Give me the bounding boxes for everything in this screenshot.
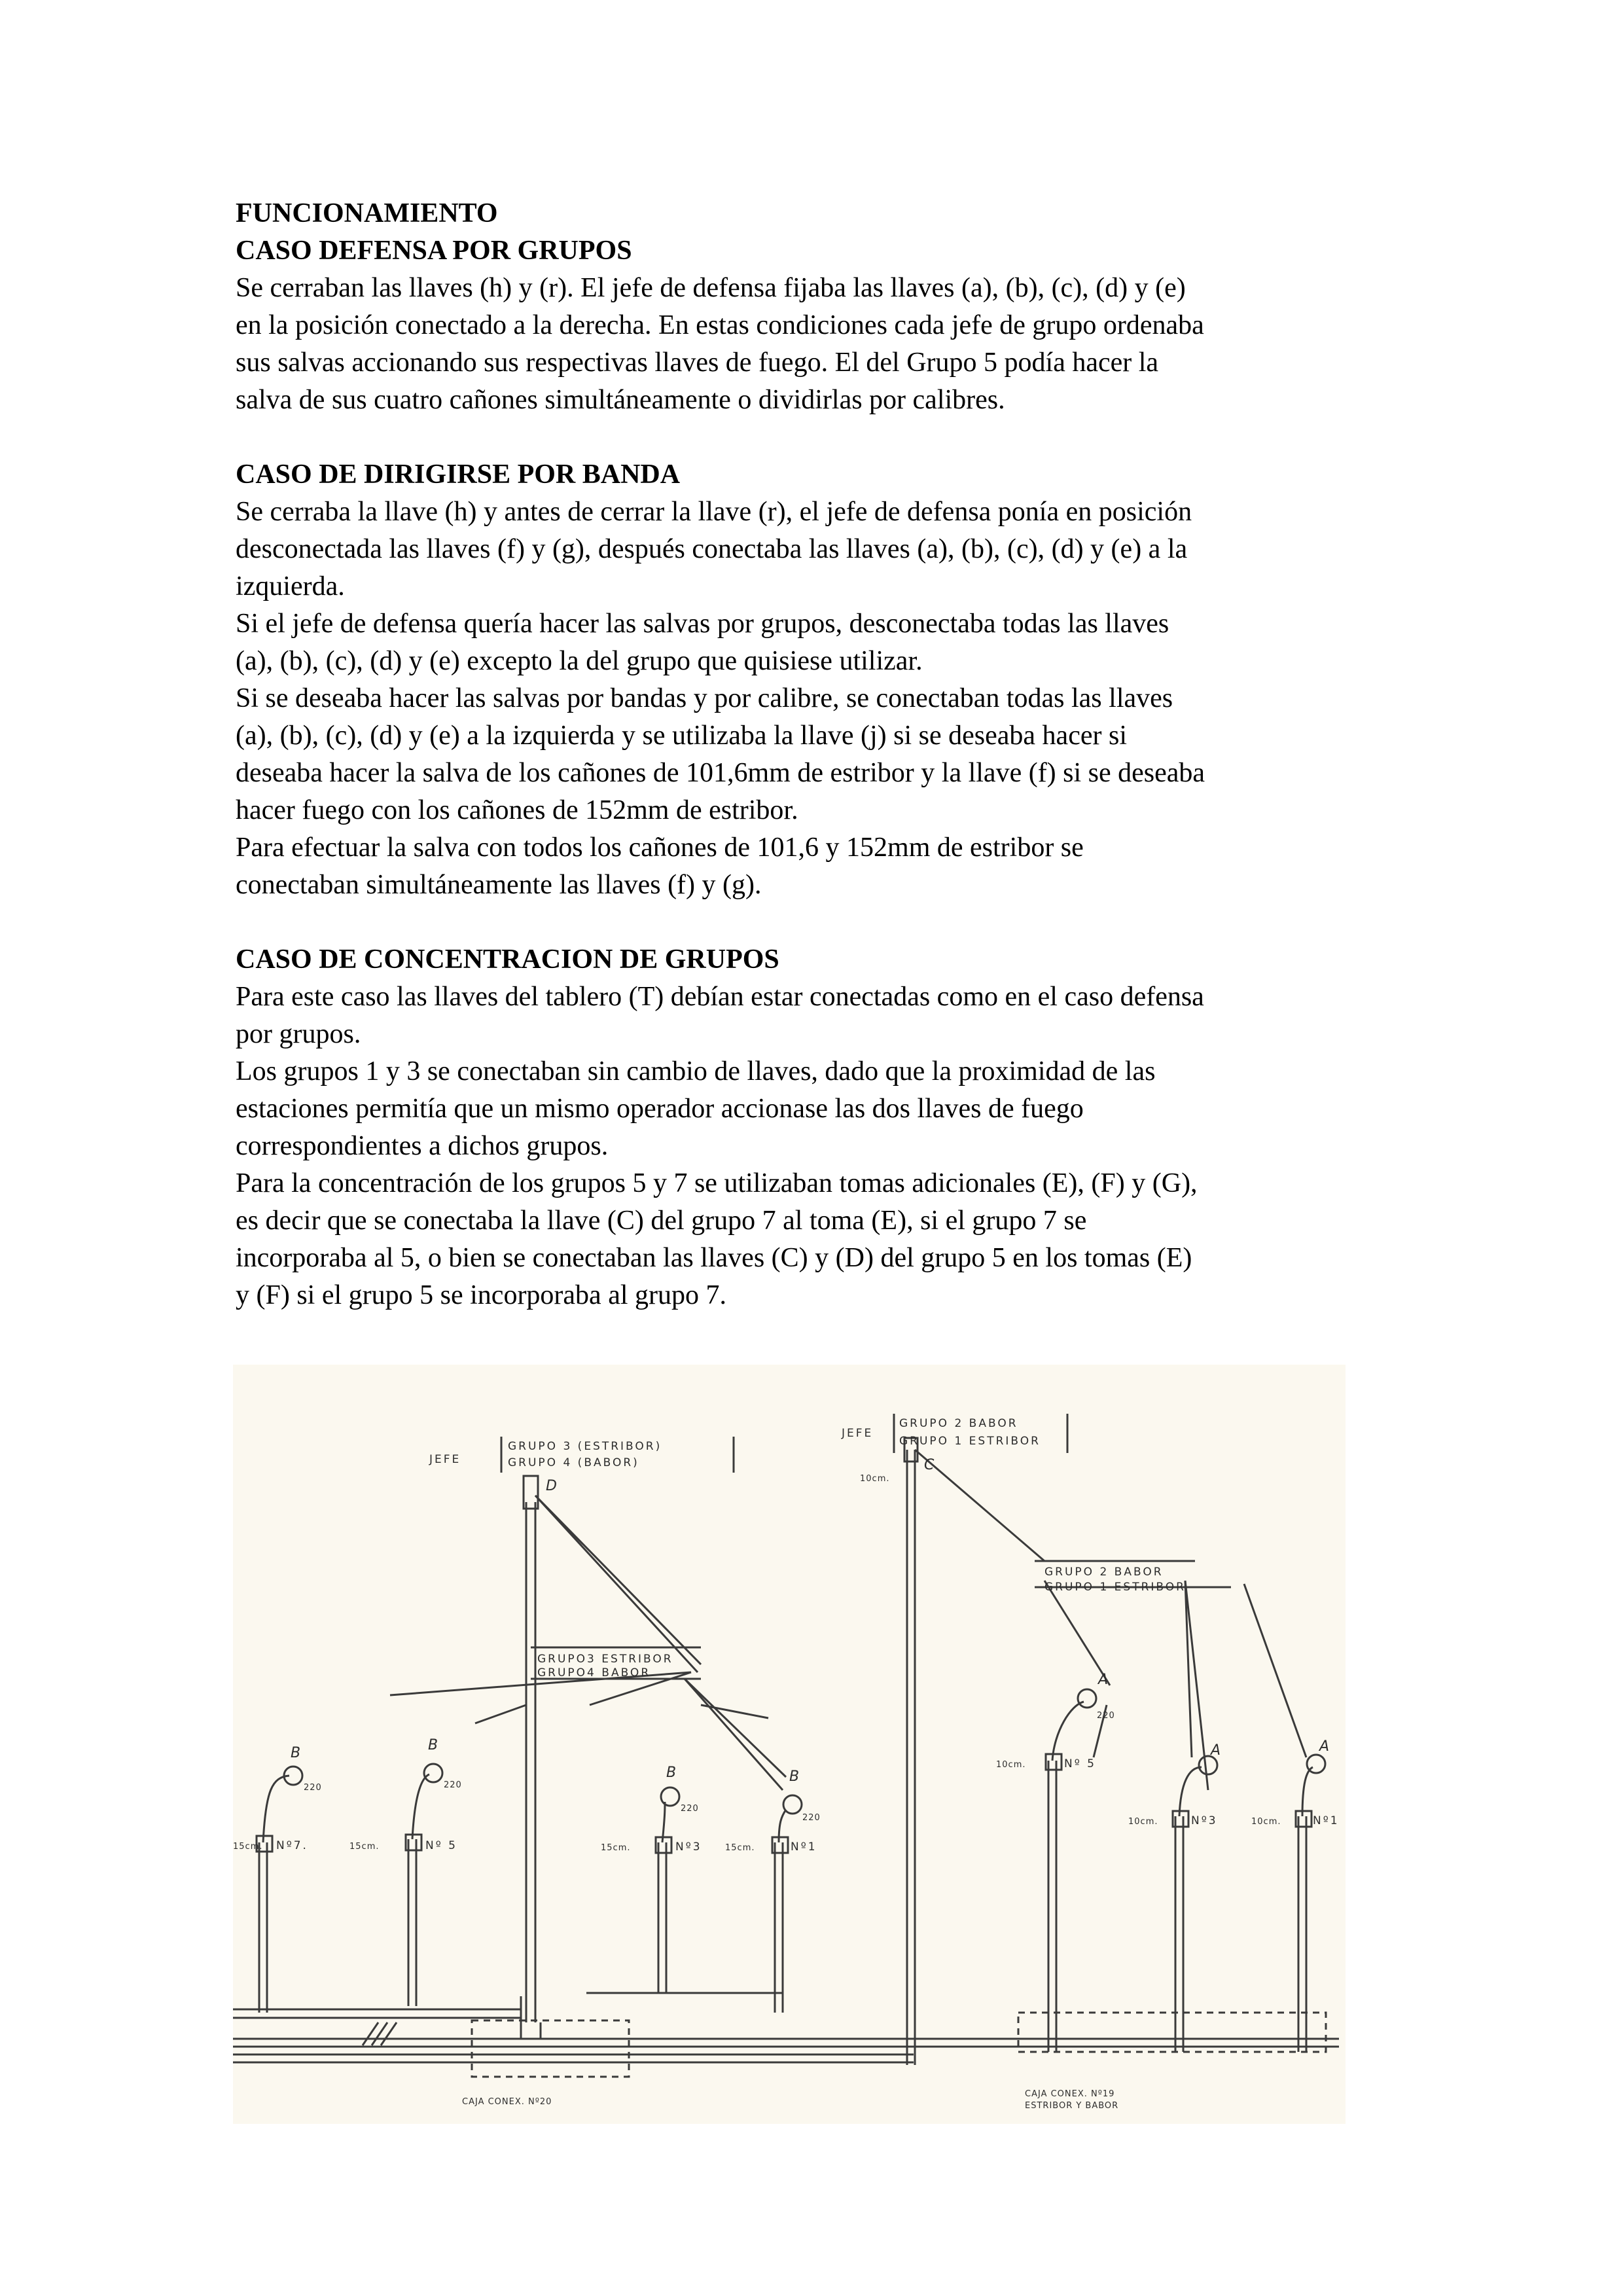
right-station-label: Nº 5 [1064, 1757, 1096, 1770]
text-line: Se cerraban las llaves (h) y (r). El jefe de defensa fijaba las llaves (a), (b), (c), (d) y (e) [236, 273, 1186, 303]
key-circle [1199, 1756, 1217, 1774]
left-station-key: B [291, 1745, 301, 1761]
left-box-2: GRUPO4 BABOR [537, 1666, 651, 1679]
section-heading: FUNCIONAMIENTO [236, 198, 498, 228]
left-station-volt: 220 [444, 1780, 462, 1790]
right-wire [915, 1450, 1044, 1561]
right-station-key: A [1211, 1742, 1221, 1759]
left-junction-box [472, 2020, 629, 2077]
text-line: Si se deseaba hacer las salvas por bandas y por calibre, se conectaban todas las llaves [236, 683, 1173, 713]
section-heading: CASO DE DIRIGIRSE POR BANDA [236, 459, 681, 490]
text-line: hacer fuego con los cañones de 152mm de estribor. [236, 795, 798, 825]
paragraph [236, 978, 1414, 1053]
document-body [236, 195, 1414, 1314]
left-caja-label: CAJA CONEX. Nº20 [462, 2097, 552, 2107]
key-circle [783, 1795, 802, 1814]
text-line: izquierda. [236, 571, 345, 601]
text-line: Para efectuar la salva con todos los cañones de 101,6 y 152mm de estribor se [236, 833, 1084, 863]
text-line: incorporaba al 5, o bien se conectaban las llaves (C) y (D) del grupo 5 en los tomas (E) [236, 1243, 1192, 1273]
right-wire [1244, 1584, 1306, 1757]
key-circle [661, 1787, 679, 1806]
left-station-wire [263, 1776, 289, 1842]
text-line: Para este caso las llaves del tablero (T) debían estar conectadas como en el caso defensa [236, 982, 1204, 1012]
left-header-1: GRUPO 3 (ESTRIBOR) [508, 1440, 662, 1453]
right-size-top: 10cm. [860, 1474, 890, 1484]
right-jefe-label: JEFE [842, 1427, 874, 1440]
left-station-key: B [789, 1768, 800, 1785]
paragraph [236, 829, 1414, 904]
right-key-label: C [924, 1457, 935, 1473]
right-station-size: 10cm. [1251, 1817, 1281, 1827]
left-station-size: 15cm. [601, 1843, 631, 1853]
hatch [372, 2022, 387, 2045]
text-line: desconectada las llaves (f) y (g), después conectaba las llaves (a), (b), (c), (d) y (e) a la [236, 534, 1188, 564]
text-line: estaciones permitía que un mismo operador accionase las dos llaves de fuego [236, 1094, 1084, 1124]
left-station-volt: 220 [304, 1783, 322, 1793]
text-line: Se cerraba la llave (h) y antes de cerrar la llave (r), el jefe de defensa ponía en posición [236, 497, 1192, 527]
left-box-1: GRUPO3 ESTRIBOR [537, 1653, 673, 1666]
left-station-volt: 220 [802, 1813, 821, 1823]
left-station-size: 15cm. [349, 1842, 380, 1852]
right-station-size: 10cm. [1128, 1817, 1158, 1827]
right-caja-label: CAJA CONEX. Nº19 [1025, 2089, 1115, 2099]
left-station-size: 15cm. [233, 1842, 263, 1852]
right-box-2: GRUPO 1 ESTRIBOR [1044, 1581, 1186, 1594]
section-heading: CASO DE CONCENTRACION DE GRUPOS [236, 944, 779, 975]
text-line: sus salvas accionando sus respectivas llaves de fuego. El del Grupo 5 podía hacer la [236, 348, 1159, 378]
section-heading: CASO DEFENSA POR GRUPOS [236, 236, 632, 266]
hatch [381, 2022, 397, 2045]
text-line: por grupos. [236, 1019, 361, 1049]
left-station-volt: 220 [681, 1804, 699, 1814]
right-caja-label-2: ESTRIBOR Y BABOR [1025, 2101, 1119, 2111]
left-station-label: Nº1 [791, 1840, 817, 1854]
paragraph [236, 680, 1414, 829]
right-header-1: GRUPO 2 BABOR [899, 1417, 1018, 1430]
right-station-wire [1302, 1767, 1313, 1816]
text-line: en la posición conectado a la derecha. En estas condiciones cada jefe de grupo ordenaba [236, 310, 1204, 340]
paragraph [236, 1165, 1414, 1314]
key-circle [1307, 1755, 1325, 1773]
left-wire [685, 1679, 786, 1777]
paragraph [236, 270, 1414, 419]
hatch [363, 2022, 378, 2045]
key-circle [424, 1764, 442, 1782]
left-wire [475, 1705, 526, 1723]
key-circle [1078, 1689, 1096, 1708]
left-header-2: GRUPO 4 (BABOR) [508, 1456, 639, 1469]
left-station-label: Nº 5 [425, 1839, 457, 1852]
right-station-wire [1052, 1702, 1084, 1761]
left-wire [535, 1496, 698, 1672]
right-station-size: 10cm. [996, 1760, 1026, 1770]
text-line: salva de sus cuatro cañones simultáneamente o dividirlas por calibres. [236, 385, 1005, 415]
right-station-label: Nº1 [1313, 1814, 1340, 1827]
text-line: (a), (b), (c), (d) y (e) a la izquierda y se utilizaba la llave (j) si se deseaba hacer si [236, 721, 1127, 751]
right-station-key: A [1098, 1672, 1109, 1688]
paragraph [236, 1053, 1414, 1165]
text-line: Si el jefe de defensa quería hacer las salvas por grupos, desconectaba todas las llaves [236, 609, 1169, 639]
right-station-label: Nº3 [1191, 1814, 1218, 1827]
right-header-2: GRUPO 1 ESTRIBOR [899, 1435, 1041, 1448]
section-gap [236, 904, 1414, 941]
left-wire [535, 1496, 701, 1664]
text-line: conectaban simultáneamente las llaves (f) y (g). [236, 870, 762, 900]
text-line: Para la concentración de los grupos 5 y 7 se utilizaban tomas adicionales (E), (F) y (G), [236, 1168, 1198, 1198]
left-station-key: B [428, 1737, 438, 1753]
paragraph [236, 605, 1414, 680]
left-wire [685, 1679, 783, 1790]
left-wire [701, 1705, 768, 1718]
left-station-wire [412, 1774, 429, 1839]
text-line: Los grupos 1 y 3 se conectaban sin cambio de llaves, dado que la proximidad de las [236, 1056, 1156, 1086]
wiring-diagram-svg [233, 1365, 1346, 2124]
left-station-size: 15cm. [725, 1843, 755, 1853]
text-line: correspondientes a dichos grupos. [236, 1131, 609, 1161]
text-line: deseaba hacer la salva de los cañones de 101,6mm de estribor y la llave (f) si se deseaba [236, 758, 1205, 788]
right-box-1: GRUPO 2 BABOR [1044, 1566, 1164, 1579]
text-line: y (F) si el grupo 5 se incorporaba al grupo 7. [236, 1280, 726, 1310]
left-station-label: Nº7. [276, 1839, 308, 1852]
left-key-label: D [546, 1478, 557, 1494]
text-line: (a), (b), (c), (d) y (e) excepto la del grupo que quisiese utilizar. [236, 646, 923, 676]
wiring-diagram [233, 1365, 1346, 2124]
right-station-key: A [1319, 1738, 1330, 1755]
left-station-label: Nº3 [675, 1840, 702, 1854]
left-jefe-label: JEFE [429, 1453, 461, 1466]
right-wire [1044, 1581, 1110, 1685]
left-station-key: B [666, 1765, 677, 1781]
paragraph [236, 493, 1414, 605]
text-line: es decir que se conectaba la llave (C) del grupo 7 al toma (E), si el grupo 7 se [236, 1206, 1087, 1236]
right-station-wire [1179, 1767, 1202, 1816]
section-gap [236, 419, 1414, 456]
right-station-volt: 220 [1097, 1711, 1115, 1721]
